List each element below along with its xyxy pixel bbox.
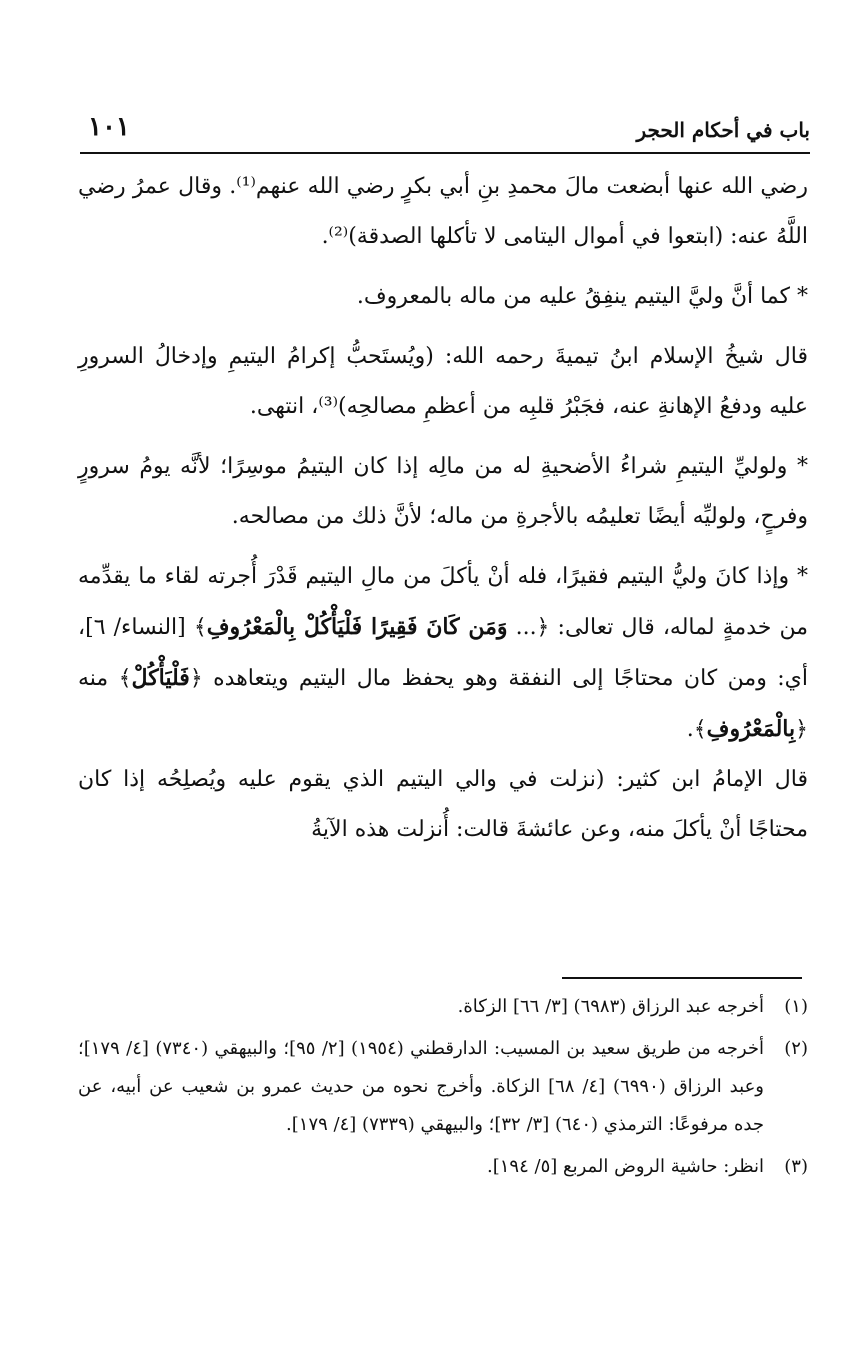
footnote-divider (562, 977, 802, 979)
footnotes (78, 988, 808, 1190)
quran-verse-1: وَمَن كَانَ فَقِيرًا فَلْيَأْكُلْ بِالْمَعْرُوفِ (206, 614, 508, 640)
paragraph-5-part-a: * وإذا كانَ وليُّ اليتيم فقيرًا، فله أنْ يأكلَ من مالِ اليتيم قَدْرَ أُجرته لقاء ما يقدِّمه من خدمةٍ لماله، قال تعالى: ﴿... (78, 564, 808, 640)
footnote-1 (78, 988, 808, 1026)
quran-verse-3: بِالْمَعْرُوفِ (706, 716, 796, 742)
paragraph-5-part-c: ﴾ منه ﴿ (78, 666, 808, 742)
paragraph-4: * ولوليِّ اليتيمِ شراءُ الأضحيةِ له من مالِه إذا كان اليتيمُ موسِرًا؛ لأنَّه يومُ سرورٍ وفرحٍ، ولوليِّه أيضًا تعليمُه بالأجرةِ من ماله؛ لأنَّ ذلك من مصالحه. (78, 454, 808, 529)
running-header (80, 108, 810, 152)
footnote-3 (78, 1148, 808, 1186)
paragraph-5 (78, 552, 808, 755)
page-number: ١٠١ (88, 112, 130, 142)
footnote-text: أخرجه من طريق سعيد بن المسيب: الدارقطني (١٩٥٤) [٢/ ٩٥]؛ والبيهقي (٧٣٤٠) [٤/ ١٧٩]؛ وعبد الرزاق (٦٩٩٠) [٤/ ٦٨] الزكاة. وأخرج نحوه من حديث عمرو بن شعيب عن أبيه، عن جده مرفوعًا: الترمذي (٦٤٠) [٣/ ٣٢]؛ والبيهقي (٧٣٣٩) [٤/ ١٧٩]. (78, 1038, 764, 1135)
footnote-text: أخرجه عبد الرزاق (٦٩٨٣) [٣/ ٦٦] الزكاة. (457, 996, 764, 1017)
header-divider (80, 152, 810, 154)
footnote-number: (١) (784, 996, 808, 1017)
paragraph-3: قال شيخُ الإسلام ابنُ تيميةَ رحمه الله: (ويُستَحبُّ إكرامُ اليتيمِ وإدخالُ السرورِ عليه ودفعُ الإهانةِ عنه، فجَبْرُ قلبِه من أعظمِ مصالحِه)⁽³⁾، انتهى. (78, 344, 808, 419)
footnote-2 (78, 1030, 808, 1144)
chapter-title: باب في أحكام الحجر (636, 118, 810, 142)
paragraph-6: قال الإمامُ ابن كثير: (نزلت في والي اليتيم الذي يقوم عليه ويُصلِحُه إذا كان محتاجًا أنْ يأكلَ منه، وعن عائشةَ قالت: أُنزلت هذه الآيةُ (78, 767, 808, 842)
paragraph-1: رضي الله عنها أبضعت مالَ محمدِ بنِ أبي بكرٍ رضي الله عنهم⁽¹⁾. وقال عمرُ رضي اللَّهُ عنه: (ابتعوا في أموال اليتامى لا تأكلها الصدقة)⁽²⁾. (78, 174, 808, 249)
main-text (78, 162, 808, 855)
footnote-text: انظر: حاشية الروض المربع [٥/ ١٩٤]. (487, 1156, 764, 1177)
footnote-number: (٢) (784, 1038, 808, 1059)
quran-verse-2: فَلْيَأْكُلْ (131, 665, 190, 691)
paragraph-5-part-b: ﴾ [النساء/ ٦]، أي: ومن كان محتاجًا إلى النفقة وهو يحفظ مال اليتيم ويتعاهده ﴿ (78, 615, 808, 691)
paragraph-2: * كما أنَّ وليَّ اليتيم ينفِقُ عليه من ماله بالمعروف. (356, 284, 808, 309)
paragraph-5-part-d: ﴾. (686, 717, 707, 742)
footnote-number: (٣) (784, 1156, 808, 1177)
